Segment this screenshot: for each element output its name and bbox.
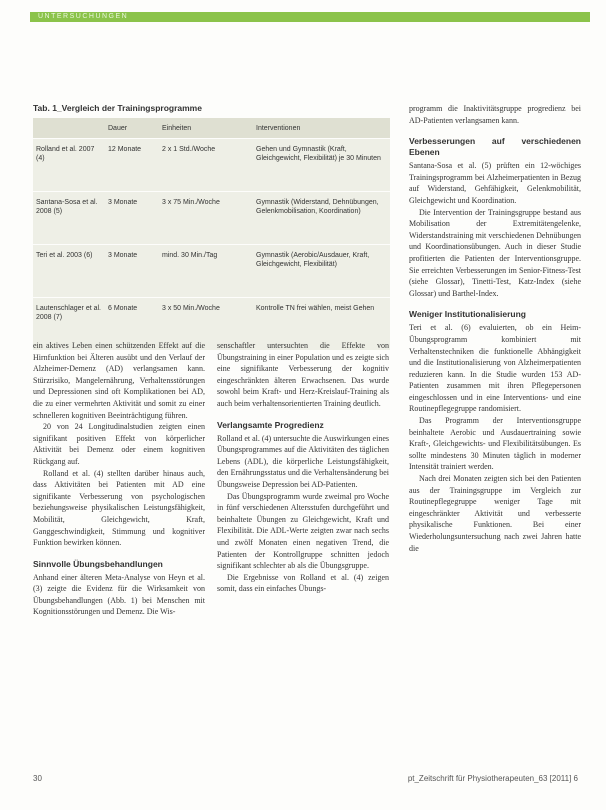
paragraph: ein aktives Leben einen schützenden Effekt auf die Hirnfunktion bei Älteren ausübt und den Verlauf der Alzheimer-Demenz (AD) verlangsamen kann. Stürzrisiko, Mangelernährung, Verhaltensstörungen und Depressionen sind oft Komplikationen bei AD, die zu einer vermehrten Aktivität und somit zu einer schnelleren kognitiven Beeinträchtigung führen.	[33, 341, 205, 420]
subheading: Verlangsamte Progredienz	[217, 419, 324, 430]
paragraph: Nach drei Monaten zeigten sich bei den Patienten aus der Trainingsgruppe im Vergleich zur Routinepflegegruppe weniger Tage mit eingeschränkter Aktivität und verbesserte physikalische Funktionen. Bei einer Wiederholungsuntersuchung nach zwei Jahren hatte die	[409, 474, 581, 553]
subheading: Sinnvolle Übungsbehandlungen	[33, 558, 163, 569]
page-number: 30	[33, 774, 42, 783]
intervention-cell: Kontrolle TN frei wählen, meist Gehen	[253, 298, 390, 351]
subheading: Verbesserungen auf verschiedenen Ebenen	[409, 136, 581, 158]
units-cell: 3 x 75 Min./Woche	[159, 192, 253, 245]
paragraph: senschaftler untersuchten die Effekte von Übungstraining in einer Population und es zeigte sich eine signifikante Verbesserung der kognitiv eingeschränkten älteren Erwachsenen. Das wurde sowohl beim Kraft- und Herz-Kreislauf-Training als auch beim verhaltensorientierten Training deutlich.	[217, 341, 389, 408]
journal-footer: pt_Zeitschrift für Physiotherapeuten_63 [2011] 6	[407, 774, 578, 783]
text-column-2	[217, 340, 389, 595]
table-row	[33, 139, 390, 192]
paragraph: Das Programm der Interventionsgruppe beinhaltete Aerobic und Ausdauertraining sowie Kraft-, Gleichgewichts- und Flexibilitätsübungen. Es sollte mindestens 30 Minuten täglich in moderner Intensität trainiert werden.	[409, 416, 581, 472]
duration-cell: 3 Monate	[105, 245, 159, 298]
paragraph: Santana-Sosa et al. (5) prüften ein 12-wöchiges Trainingsprogramm bei Alzheimerpatienten in Bezug auf Widerstand, Gehfähigkeit, Gelenkmobilität, Gleichgewicht und Koordination.	[409, 161, 581, 205]
comparison-table	[33, 118, 390, 350]
duration-cell: 6 Monate	[105, 298, 159, 351]
paragraph: Teri et al. (6) evaluierten, ob ein Heim-Übungsprogramm kombiniert mit Verhaltenstechniken die funktionelle Abhängigkeit und die Institutionalisierung von Alzheimerpatienten reduzieren kann. In die Studie wurden 153 AD-Patienten zusammen mit ihren Pflegepersonen eingeschlossen und in eine Interventions- und eine Routinepflegegruppe randomisiert.	[409, 323, 581, 414]
duration-cell: 3 Monate	[105, 192, 159, 245]
paragraph: 20 von 24 Longitudinalstudien zeigten einen signifikant positiven Effekt von körperlicher Aktivität bei Demenz oder einem kognitiven Rückgang auf.	[33, 422, 205, 466]
paragraph: Die Ergebnisse von Rolland et al. (4) zeigen somit, dass ein einfaches Übungs-	[217, 572, 389, 594]
duration-cell: 12 Monate	[105, 139, 159, 192]
paragraph: programm die Inaktivitätsgruppe progredienz bei AD-Patienten verlangsamen kann.	[409, 104, 581, 125]
section-header-bar	[30, 12, 590, 22]
subheading: Weniger Institutionalisierung	[409, 309, 526, 320]
units-cell: 2 x 1 Std./Woche	[159, 139, 253, 192]
section-label: UNTERSUCHUNGEN	[38, 13, 129, 20]
paragraph: Die Intervention der Trainingsgruppe bestand aus Mobilisation der Extremitätengelenke, Widerstandstraining mit verschiedenen Dehnübungen und Koordinationsübungen. Auch in dieser Studie profitierten die Patienten der Interventionsgruppe. Sie erreichten Verbesserungen im Senior-Fitness-Test (siehe Glossar), Tinetti-Test, Katz-Index (siehe Glossar) und Barthel-Index.	[409, 207, 581, 298]
table-row	[33, 192, 390, 245]
paragraph: Rolland et al. (4) stellten darüber hinaus auch, dass Aktivitäten bei Patienten mit AD eine signifikante Verbesserung von psychologischen beziehungsweise physikalischen Leistungsfähigkeit, Mobilität, Gleichgewicht, Kraft, Ganggeschwindigkeit, Stimmung und kognitiver Funktion bewirken können.	[33, 468, 205, 548]
study-cell: Rolland et al. 2007 (4)	[33, 139, 105, 192]
header-cell	[33, 118, 105, 139]
text-column-3	[409, 103, 581, 554]
study-cell: Teri et al. 2003 (6)	[33, 245, 105, 298]
table-caption: Tab. 1_Vergleich der Trainingsprogramme	[33, 103, 202, 113]
units-cell: 3 x 50 Min./Woche	[159, 298, 253, 351]
header-cell: Interventionen	[253, 118, 390, 139]
intervention-cell: Gehen und Gymnastik (Kraft, Gleichgewicht, Flexibilität) je 30 Minuten	[253, 139, 390, 192]
units-cell: mind. 30 Min./Tag	[159, 245, 253, 298]
study-cell: Lautenschlager et al. 2008 (7)	[33, 298, 105, 351]
text-column-1	[33, 340, 205, 618]
intervention-cell: Gymnastik (Widerstand, Dehnübungen, Gelenkmobilisation, Koordination)	[253, 192, 390, 245]
header-cell: Einheiten	[159, 118, 253, 139]
paragraph: Das Übungsprogramm wurde zweimal pro Woche in fünf verschiedenen Altersstufen durchgeführt und beinhaltete Übungen zu Gleichgewicht, Kraft und Flexibilität. Die ADL-Werte zeigten zwar nach sechs und zwölf Monaten einen negativen Trend, die Patienten der Kontrollgruppe schnitten jedoch signifikant schlechter ab als die Übungsgruppe.	[217, 491, 389, 571]
header-cell: Dauer	[105, 118, 159, 139]
table-header-row	[33, 118, 390, 139]
paragraph: Rolland et al. (4) untersuchte die Auswirkungen eines Übungsprogrammes auf die Aktivitäten des täglichen Lebens (ADL), die körperliche Leistungsfähigkeit, den Ernährungsstatus und die Verhaltensänderung bei Übungsweise Depression bei AD-Patienten.	[217, 433, 389, 489]
intervention-cell: Gymnastik (Aerobic/Ausdauer, Kraft, Gleichgewicht, Flexibilität)	[253, 245, 390, 298]
paragraph: Anhand einer älteren Meta-Analyse von Heyn et al. (3) zeigte die Evidenz für die Wirksamkeit von Übungsbehandlungen (Abb. 1) bei Menschen mit Kognitionsstörungen und Demenz. Die Wis-	[33, 572, 205, 617]
table-row	[33, 245, 390, 298]
study-cell: Santana-Sosa et al. 2008 (5)	[33, 192, 105, 245]
